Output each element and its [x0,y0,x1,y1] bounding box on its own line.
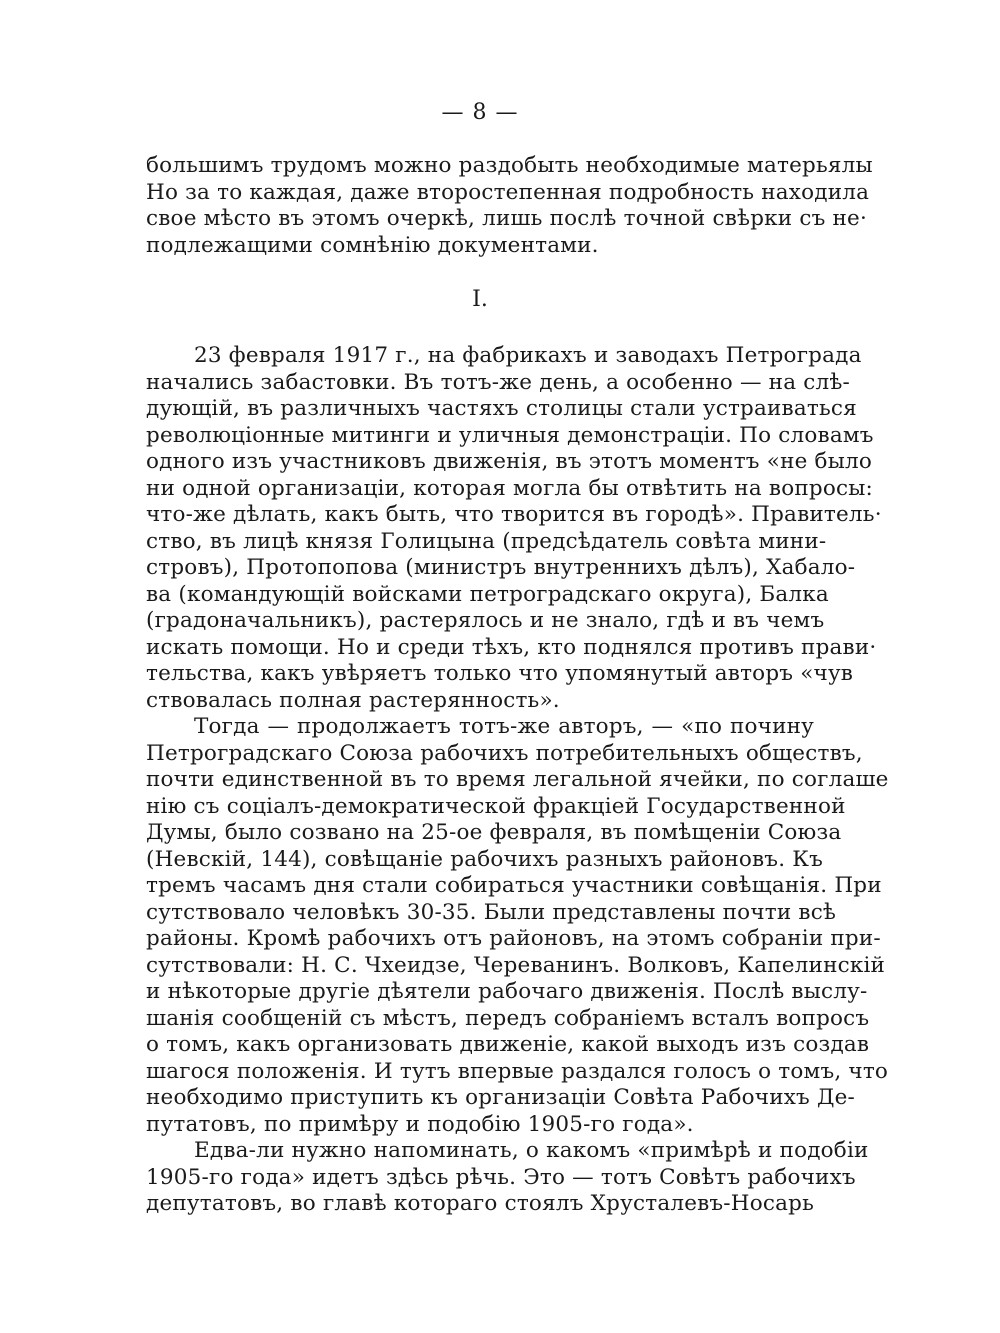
text-line: Петроградскаго Союза рабочихъ потребительныхъ обществъ, [146,740,863,766]
text-line: ни одной организаціи, которая могла бы отвѣтить на вопросы: [146,475,873,501]
text-line: тремъ часамъ дня стали собираться участники совѣщанія. При [146,873,882,898]
text-line: сутствовало человѣкъ 30-35. Были представлены почти всѣ [146,899,837,925]
text-line: шагося положенія. И тутъ впервые раздался голосъ о томъ, что [146,1058,889,1084]
text-line: необходимо приступить къ организаціи Совѣта Рабочихъ Де- [146,1085,856,1110]
text-line: нію съ соціалъ-демократической фракціей Государственной [146,793,846,819]
text-line: свое мѣсто въ этомъ очеркѣ, лишь послѣ точной свѣрки съ не· [146,206,867,231]
text-line: о томъ, какъ организовать движеніе, какой выходъ изъ создав [146,1032,870,1057]
text-line: стровъ), Протопопова (министръ внутреннихъ дѣлъ), Хабало- [146,555,856,580]
intro-paragraph [146,153,873,259]
text-line: революціонные митинги и уличныя демонстраціи. По словамъ [146,422,874,448]
text-line: Едва-ли нужно напоминать, о какомъ «примѣрѣ и подобіи [194,1138,869,1163]
section-heading: I. [472,287,488,312]
text-line: почти единственной въ то время легальной ячейки, по соглаше [146,767,889,792]
text-line: Но за то каждая, даже второстепенная подробность находила [146,179,870,205]
text-line: ствовалась полная растерянность». [146,687,560,713]
text-line: районы. Кромѣ рабочихъ отъ районовъ, на этомъ собраніи при- [146,926,881,951]
text-line: и нѣкоторые другіе дѣятели рабочаго движенія. Послѣ выслу- [146,979,868,1004]
text-line: большимъ трудомъ можно раздобыть необходимые матерьялы [146,153,873,178]
text-line: что-же дѣлать, какъ быть, что творится въ городѣ». Правитель· [146,502,882,527]
text-line: сутствовали: Н. С. Чхеидзе, Череванинъ. Волковъ, Капелинскій [146,952,886,978]
text-line: 23 февраля 1917 г., на фабрикахъ и заводахъ Петрограда [194,343,862,368]
text-line: начались забастовки. Въ тотъ-же день, а особенно — на слѣ- [146,369,850,395]
text-line: одного изъ участниковъ движенія, въ этотъ моментъ «не было [146,449,873,474]
text-line: ство, въ лицѣ князя Голицына (предсѣдатель совѣта мини- [146,528,827,554]
text-line: депутатовъ, во главѣ котораго стоялъ Хрусталевъ-Носарь [146,1191,814,1216]
text-line: Тогда — продолжаетъ тотъ-же авторъ, — «по почину [194,714,814,739]
text-line: (Невскій, 144), совѣщаніе рабочихъ разныхъ районовъ. Къ [146,846,823,872]
text-line: шанія сообщеній съ мѣстъ, передъ собраніемъ всталъ вопросъ [146,1005,870,1031]
text-line: дующій, въ различныхъ частяхъ столицы стали устраиваться [146,396,857,421]
text-line: (градоначальникъ), растерялось и не знало, гдѣ и въ чемъ [146,608,825,633]
main-text [146,343,889,1218]
text-line: тельства, какъ увѣряетъ только что упомянутый авторъ «чув [146,661,854,686]
text-line: путатовъ, по примѣру и подобію 1905-го года». [146,1111,694,1137]
text-line: подлежащими сомнѣнію документами. [146,232,599,258]
text-line: искать помощи. Но и среди тѣхъ, кто поднялся противъ прави· [146,634,877,660]
text-line: ва (командующій войсками петроградскаго округа), Балка [146,581,829,607]
text-line: 1905-го года» идетъ здѣсь рѣчь. Это — тотъ Совѣтъ рабочихъ [146,1164,856,1190]
page-number: — 8 — [441,100,519,125]
text-line: Думы, было созвано на 25-ое февраля, въ помѣщеніи Союза [146,820,842,845]
